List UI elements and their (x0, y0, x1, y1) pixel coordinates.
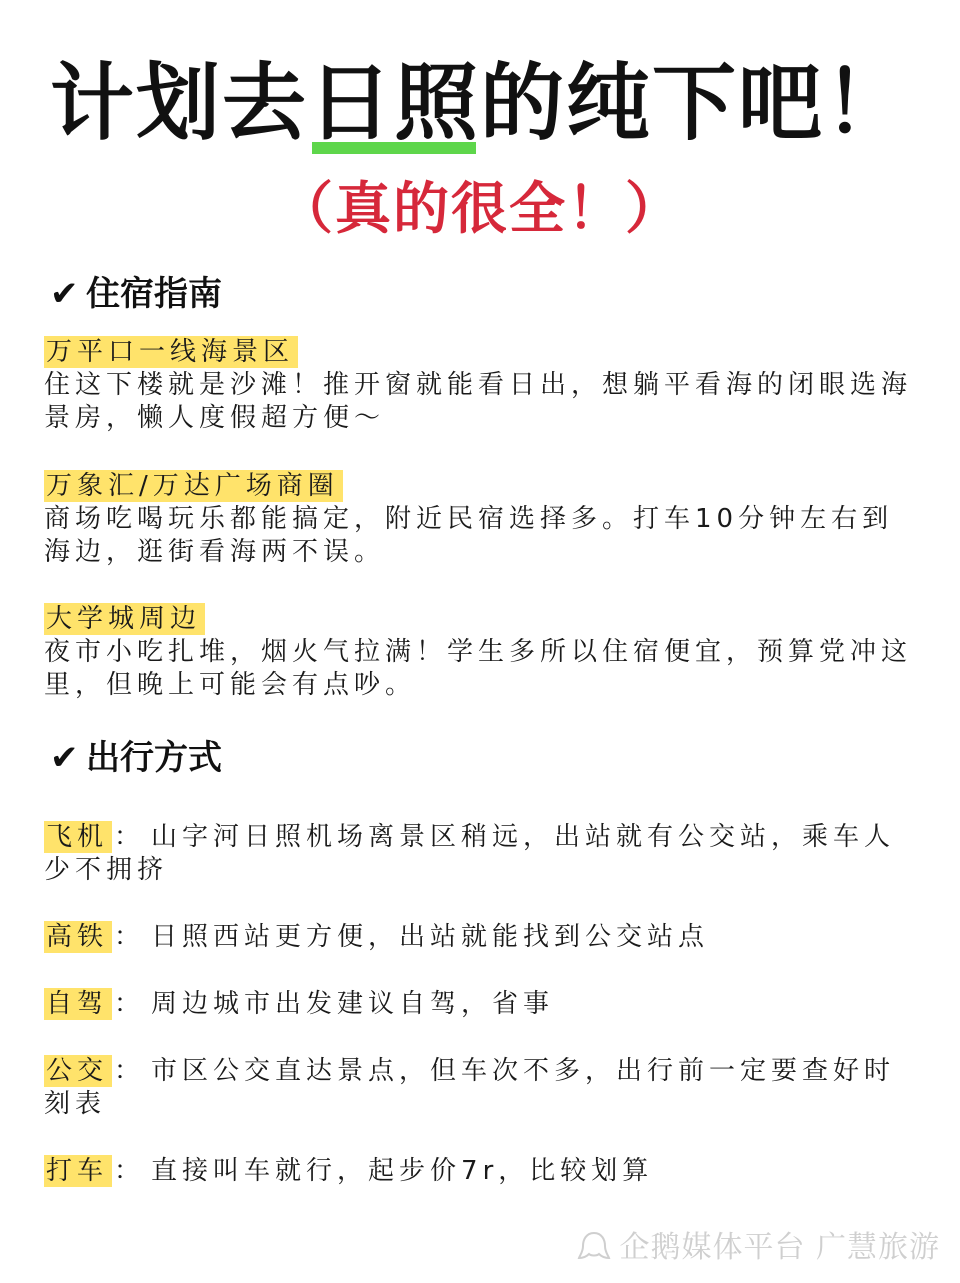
transport-item (44, 988, 924, 1021)
lodging-desc: 夜市小吃扎堆，烟火气拉满！学生多所以住宿便宜，预算党冲这里，但晚上可能会有点吵。 (44, 637, 913, 700)
section-title-lodging: ✔ 住宿指南 (50, 274, 222, 314)
lodging-tag: 大学城周边 (44, 603, 205, 635)
transport-desc: 日照西站更方便，出站就能找到公交站点 (151, 922, 710, 952)
page-title (0, 48, 960, 158)
transport-desc: 市区公交直达景点，但车次不多，出行前一定要查好时刻表 (44, 1056, 896, 1119)
lodging-tag: 万平口一线海景区 (44, 336, 298, 368)
transport-tag: 公交 (44, 1055, 112, 1087)
watermark (577, 1228, 940, 1268)
title-after: 的纯下吧！ (480, 54, 911, 152)
check-icon: ✔ (50, 274, 79, 314)
subtitle: （真的很全！） (277, 177, 683, 242)
transport-item (44, 921, 924, 954)
transport-tag: 自驾 (44, 988, 112, 1020)
colon: ： (114, 1156, 146, 1186)
transport-desc: 直接叫车就行，起步价7r，比较划算 (151, 1156, 654, 1186)
transport-desc: 周边城市出发建议自驾，省事 (151, 989, 555, 1019)
transport-item (44, 1155, 924, 1188)
transport-desc: 山字河日照机场离景区稍远，出站就有公交站，乘车人少不拥挤 (44, 822, 896, 885)
lodging-item (44, 470, 924, 569)
transport-tag: 高铁 (44, 921, 112, 953)
watermark-text: 企鹅媒体平台 广慧旅游 (619, 1230, 940, 1265)
section-title-transport: ✔ 出行方式 (50, 738, 222, 778)
colon: ： (114, 822, 146, 852)
transport-item (44, 1055, 924, 1121)
title-highlight: 日照 (308, 48, 480, 158)
lodging-tag: 万象汇/万达广场商圈 (44, 470, 343, 502)
transport-item (44, 821, 924, 887)
colon: ： (114, 1056, 146, 1086)
colon: ： (114, 922, 146, 952)
title-before: 计划去 (49, 54, 308, 152)
lodging-item (44, 336, 924, 435)
colon: ： (114, 989, 146, 1019)
penguin-logo-icon (577, 1231, 611, 1261)
lodging-item (44, 603, 924, 702)
lodging-desc: 商场吃喝玩乐都能搞定，附近民宿选择多。打车10分钟左右到海边，逛街看海两不误。 (44, 504, 894, 567)
transport-tag: 打车 (44, 1155, 112, 1187)
check-icon: ✔ (50, 738, 79, 778)
lodging-desc: 住这下楼就是沙滩！推开窗就能看日出，想躺平看海的闭眼选海景房，懒人度假超方便～ (44, 370, 913, 433)
transport-tag: 飞机 (44, 821, 112, 853)
